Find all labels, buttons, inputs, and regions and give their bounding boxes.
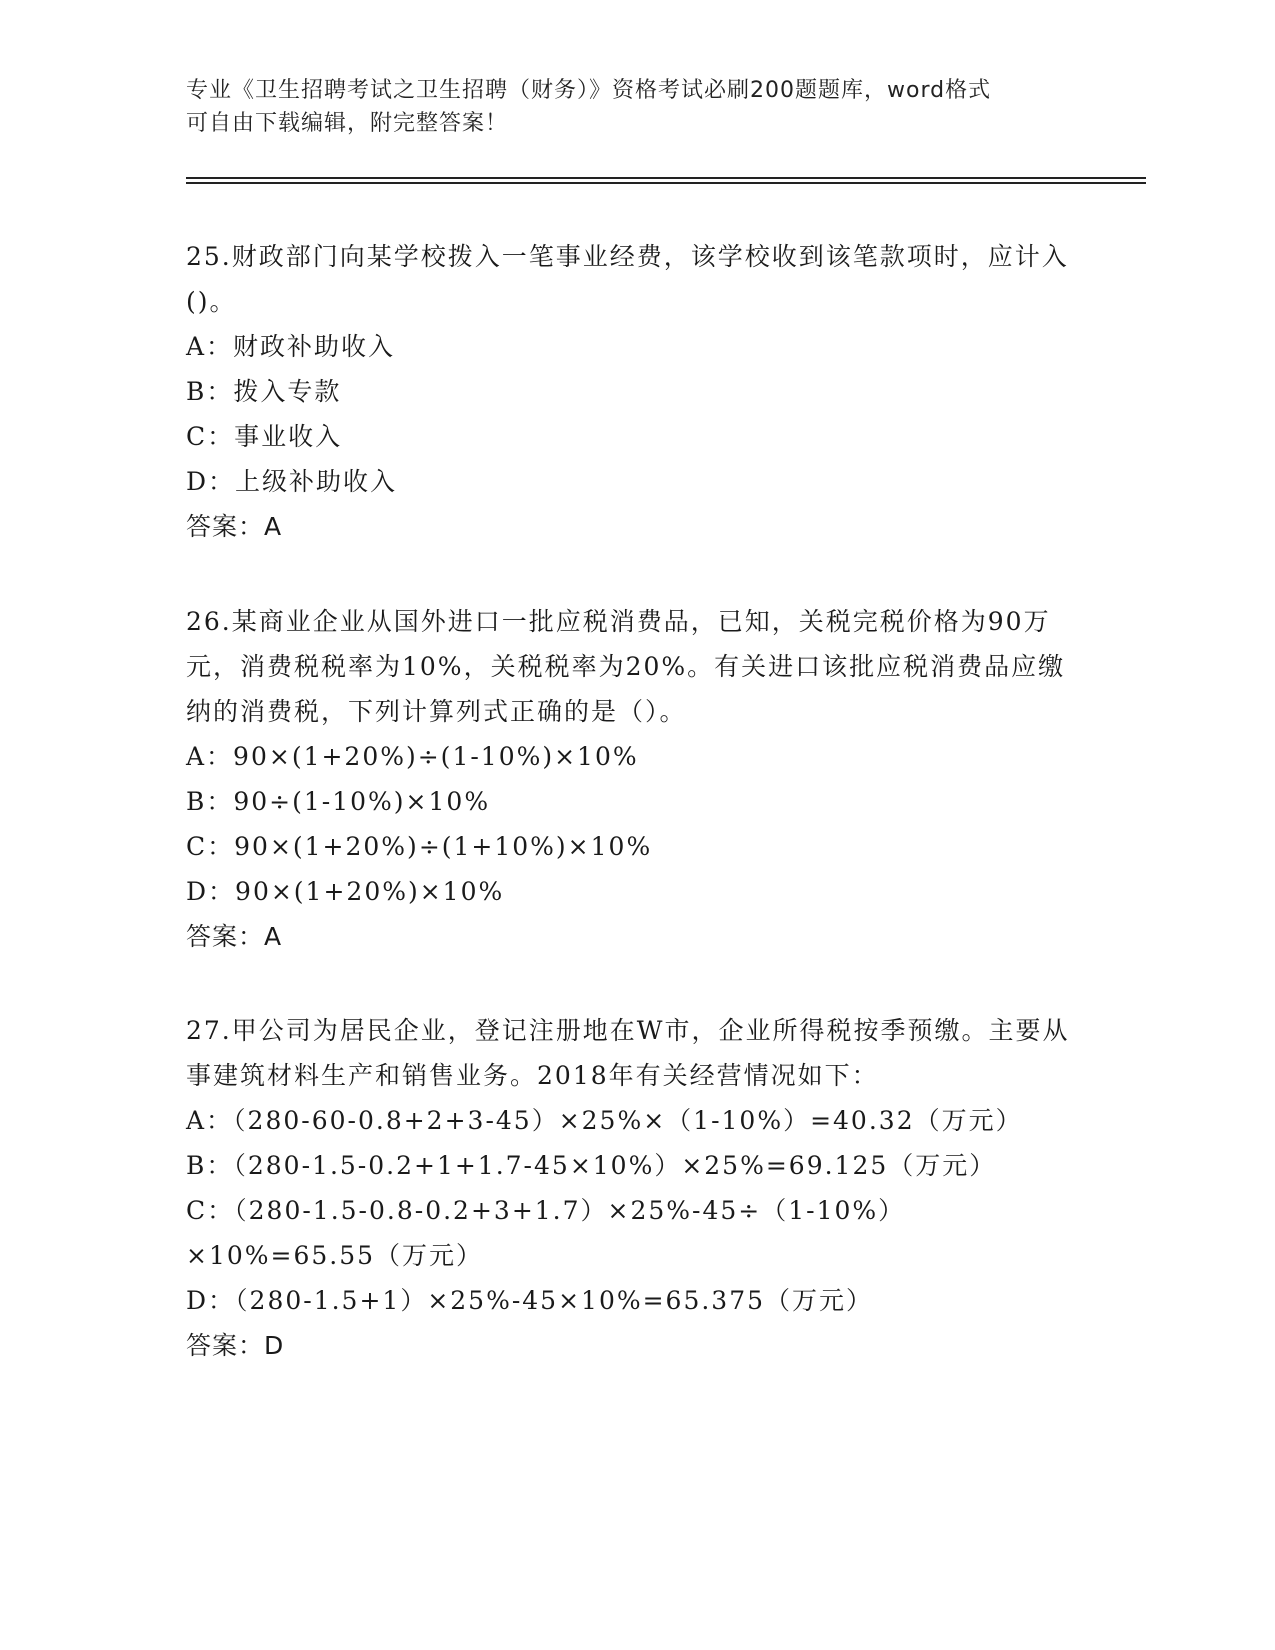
header-divider-bottom bbox=[186, 182, 1146, 184]
header-divider-top bbox=[186, 177, 1146, 179]
option-b: B：（280-1.5-0.2+1+1.7-45×10%）×25%=69.125（万元） bbox=[186, 1151, 997, 1180]
option-b: B：90÷(1-10%)×10% bbox=[186, 787, 491, 816]
option-a: A：财政补助收入 bbox=[186, 332, 396, 361]
option-c: C：（280-1.5-0.8-0.2+3+1.7）×25%-45÷（1-10%）×10%=65.55（万元） bbox=[186, 1196, 906, 1270]
option-d: D：上级补助收入 bbox=[186, 467, 398, 496]
answer: 答案：A bbox=[186, 922, 283, 951]
header-line-1: 专业《卫生招聘考试之卫生招聘（财务）》资格考试必刷200题题库，word格式 bbox=[186, 78, 992, 103]
question-27 bbox=[186, 1008, 1086, 1368]
question-stem: 26.某商业企业从国外进口一批应税消费品，已知，关税完税价格为90万元，消费税税率为10%，关税税率为20%。有关进口该批应税消费品应缴纳的消费税，下列计算列式正确的是（）。 bbox=[186, 607, 1066, 726]
option-d: D：90×(1+20%)×10% bbox=[186, 877, 505, 906]
question-stem: 27.甲公司为居民企业，登记注册地在W市，企业所得税按季预缴。主要从事建筑材料生产和销售业务。2018年有关经营情况如下： bbox=[186, 1016, 1070, 1090]
option-b: B：拨入专款 bbox=[186, 377, 342, 406]
question-26 bbox=[186, 599, 1086, 959]
answer: 答案：D bbox=[186, 1331, 285, 1360]
option-c: C：90×(1+20%)÷(1+10%)×10% bbox=[186, 832, 653, 861]
option-d: D：（280-1.5+1）×25%-45×10%=65.375（万元） bbox=[186, 1286, 874, 1315]
answer: 答案：A bbox=[186, 512, 283, 541]
document-header bbox=[186, 74, 1066, 140]
option-a: A：90×(1+20%)÷(1-10%)×10% bbox=[186, 742, 639, 771]
option-c: C：事业收入 bbox=[186, 422, 343, 451]
header-line-2: 可自由下载编辑，附完整答案！ bbox=[186, 111, 509, 136]
option-a: A：（280-60-0.8+2+3-45）×25%×（1-10%）=40.32（万元） bbox=[186, 1106, 1023, 1135]
question-stem: 25.财政部门向某学校拨入一笔事业经费，该学校收到该笔款项时，应计入()。 bbox=[186, 242, 1069, 316]
question-25 bbox=[186, 234, 1086, 549]
